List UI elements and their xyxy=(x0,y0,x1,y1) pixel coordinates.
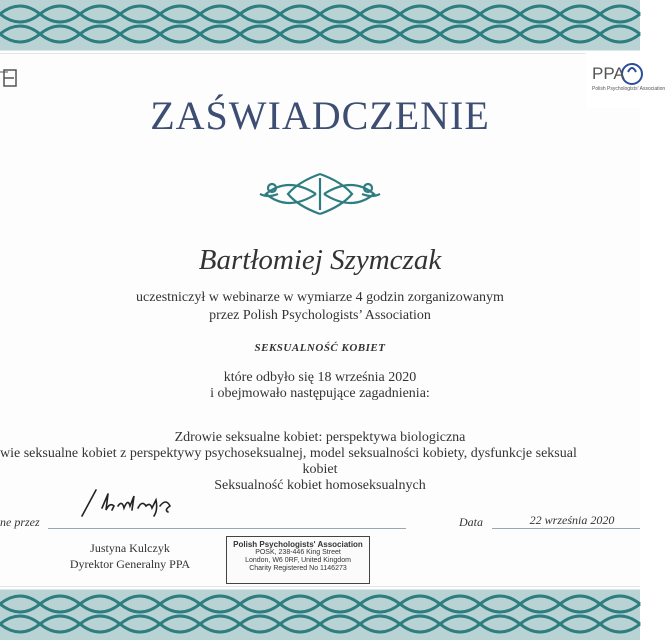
course-title: SEKSUALNOŚĆ KOBIET xyxy=(254,342,386,354)
ornament-flourish xyxy=(258,168,382,220)
left-logo xyxy=(0,66,22,90)
date-line xyxy=(492,528,640,529)
topic-item: Zdrowie seksualne kobiet: perspektywa biologiczna xyxy=(174,430,466,445)
topic-item: wie seksualne kobiet z perspektywy psychoseksualnej, model seksualności kobiety, dysfunkcje seksual xyxy=(0,446,577,461)
top-decorative-border xyxy=(0,0,640,54)
signature-label: ne przez xyxy=(0,515,40,529)
topic-item: kobiet xyxy=(302,462,338,477)
signature-line xyxy=(48,528,406,529)
organization-stamp xyxy=(226,536,370,584)
signer-title: Dyrektor Generalny PPA xyxy=(69,557,191,571)
stamp-line: POSK, 238-446 King Street xyxy=(255,549,341,556)
signer-name: Justyna Kulczyk xyxy=(90,541,170,555)
handwritten-signature xyxy=(72,486,182,522)
ppa-logo-text: PPA xyxy=(592,64,625,83)
intro-line-2: przez Polish Psychologists’ Association xyxy=(209,308,431,323)
topic-item: Seksualność kobiet homoseksualnych xyxy=(214,478,426,493)
participant-name: Bartłomiej Szymczak xyxy=(198,244,442,276)
date-line-2: i obejmowało następujące zagadnienia: xyxy=(210,386,430,401)
ppa-logo-subtext: Polish Psychologists' Association xyxy=(592,86,665,92)
stamp-line: Charity Registered No 1146273 xyxy=(249,565,347,572)
date-value: 22 września 2020 xyxy=(529,513,615,527)
certificate-title: ZAŚWIADCZENIE xyxy=(150,93,490,138)
date-label: Data xyxy=(459,515,483,529)
bottom-decorative-border xyxy=(0,586,640,640)
stamp-line: London, W6 0RF, United Kingdom xyxy=(245,557,351,564)
date-line-1: które odbyło się 18 września 2020 xyxy=(223,370,417,385)
intro-line-1: uczestniczył w webinarze w wymiarze 4 godzin zorganizowanym xyxy=(136,290,504,305)
stamp-title: Polish Psychologists' Association xyxy=(233,540,363,549)
